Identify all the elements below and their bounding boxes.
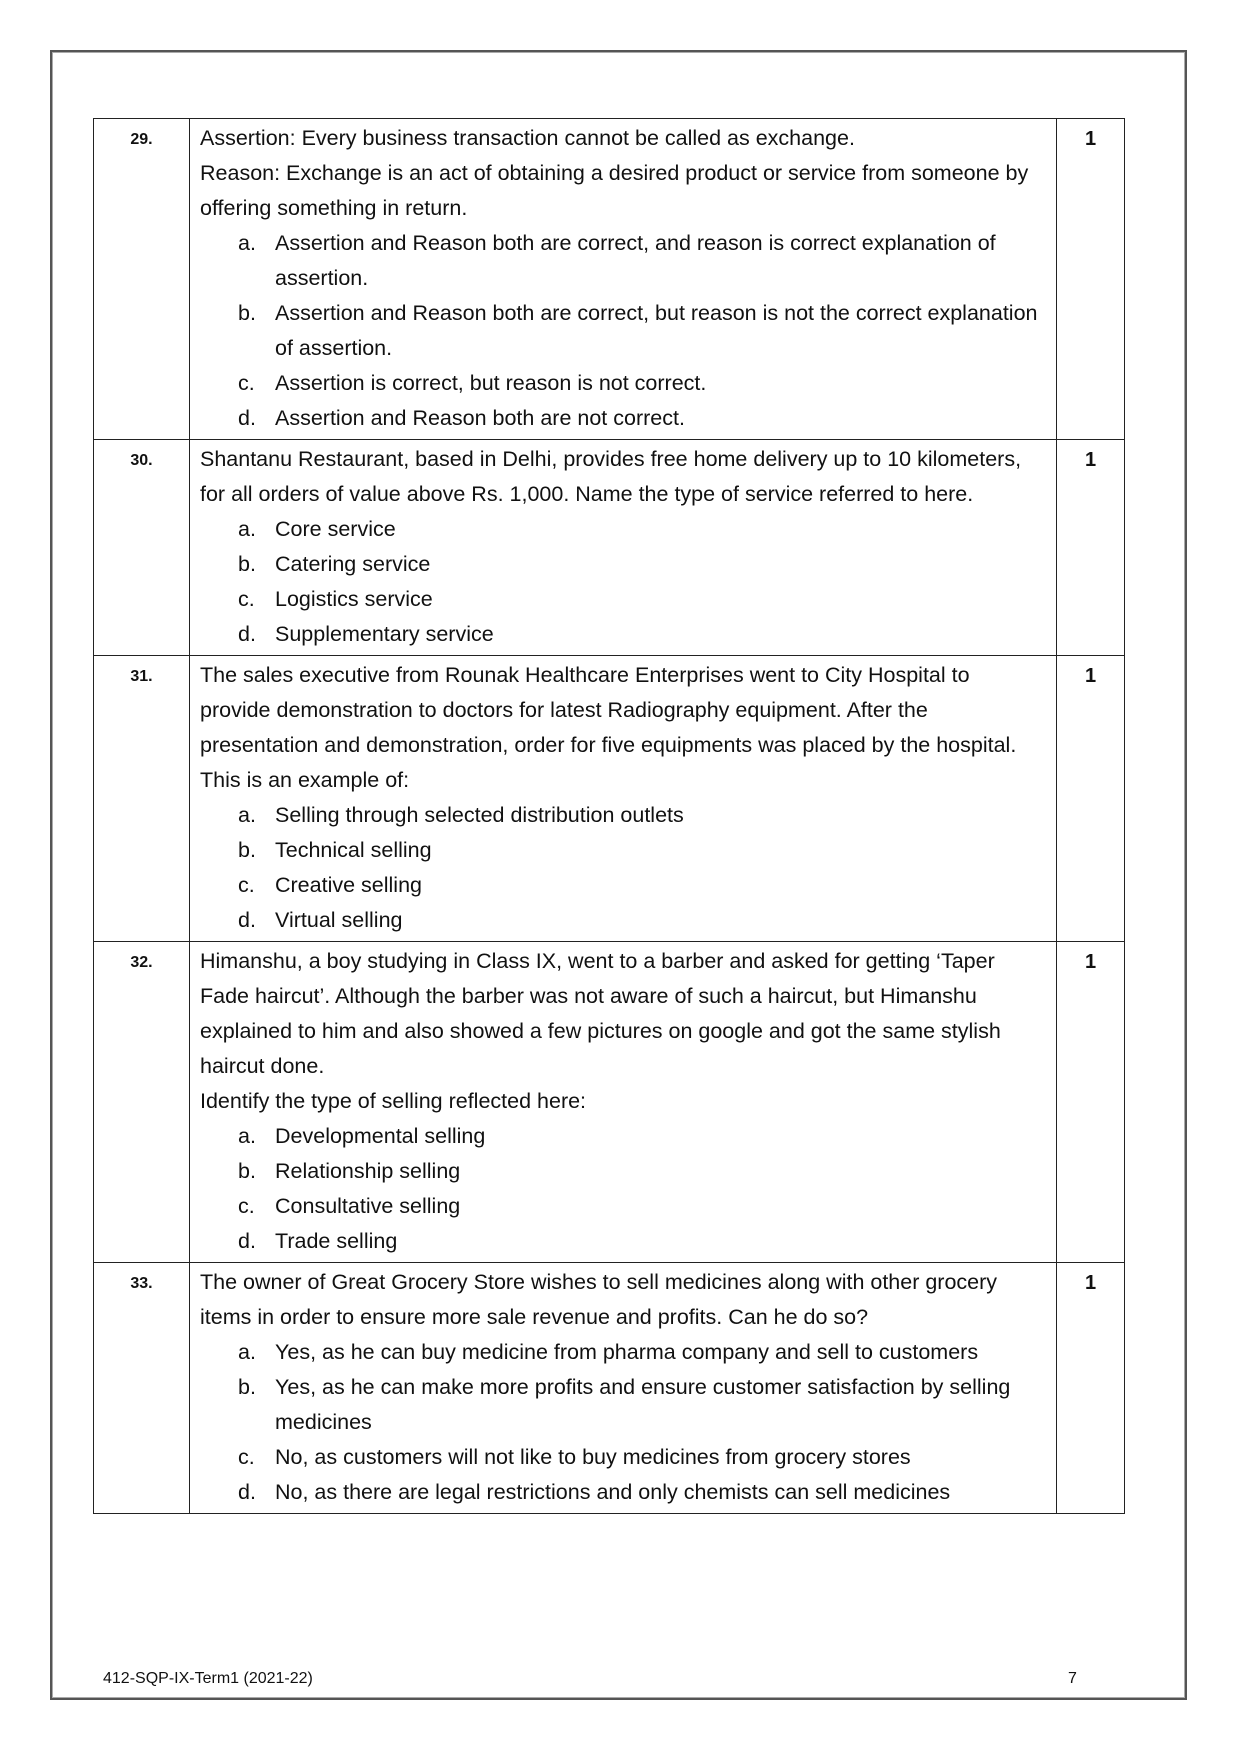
option-letter: b. <box>238 552 256 576</box>
option-text: Virtual selling <box>275 908 403 932</box>
option-letter: b. <box>238 301 256 325</box>
option-text: Assertion and Reason both are correct, and reason is correct explanation of assertion. <box>275 231 996 290</box>
options-list <box>200 1335 1046 1510</box>
options-list <box>200 798 1046 938</box>
option-text: No, as customers will not like to buy medicines from grocery stores <box>275 1445 911 1469</box>
option-text: Consultative selling <box>275 1194 461 1218</box>
option-letter: b. <box>238 838 256 862</box>
option-item <box>238 1119 1046 1154</box>
marks: 1 <box>1057 440 1125 656</box>
option-text: Yes, as he can buy medicine from pharma company and sell to customers <box>275 1340 979 1364</box>
option-item <box>238 401 1046 436</box>
option-text: Catering service <box>275 552 431 576</box>
option-letter: d. <box>238 406 256 430</box>
option-letter: d. <box>238 1229 256 1253</box>
option-item <box>238 868 1046 903</box>
option-item <box>238 366 1046 401</box>
option-letter: a. <box>238 1340 256 1364</box>
option-item <box>238 1189 1046 1224</box>
option-text: Supplementary service <box>275 622 494 646</box>
options-list <box>200 226 1046 436</box>
question-number: 30. <box>94 440 190 656</box>
question-stem <box>200 121 1046 226</box>
question-number: 31. <box>94 656 190 942</box>
option-text: Developmental selling <box>275 1124 486 1148</box>
option-text: Logistics service <box>275 587 433 611</box>
questions-table <box>93 118 1125 1514</box>
question-row <box>94 119 1125 440</box>
question-text: Identify the type of selling reflected here: <box>200 1089 587 1113</box>
question-stem <box>200 442 1046 512</box>
option-item <box>238 582 1046 617</box>
question-text: Himanshu, a boy studying in Class IX, went to a barber and asked for getting ‘Taper Fade haircut’. Although the barber was not aware of such a haircut, but Himanshu explained to him and also showed a few pictures on google and got the same stylish haircut done. <box>200 949 1001 1078</box>
option-item <box>238 1224 1046 1259</box>
marks: 1 <box>1057 1263 1125 1514</box>
option-letter: d. <box>238 622 256 646</box>
option-letter: a. <box>238 803 256 827</box>
question-body <box>190 119 1057 440</box>
footer-doc-code: 412-SQP-IX-Term1 (2021-22) <box>103 1670 313 1687</box>
option-item <box>238 1440 1046 1475</box>
option-item <box>238 617 1046 652</box>
marks: 1 <box>1057 119 1125 440</box>
option-letter: b. <box>238 1159 256 1183</box>
question-number: 29. <box>94 119 190 440</box>
question-text: The sales executive from Rounak Healthcare Enterprises went to City Hospital to provide demonstration to doctors for latest Radiography equipment. After the presentation and demonstration, order for five equipments was placed by the hospital. This is an example of: <box>200 663 1017 792</box>
option-item <box>238 1370 1046 1440</box>
question-number: 33. <box>94 1263 190 1514</box>
question-stem <box>200 658 1046 798</box>
option-letter: c. <box>238 873 255 897</box>
option-text: Creative selling <box>275 873 422 897</box>
question-stem <box>200 944 1046 1119</box>
option-item <box>238 1154 1046 1189</box>
option-item <box>238 226 1046 296</box>
option-item <box>238 512 1046 547</box>
question-row <box>94 1263 1125 1514</box>
option-letter: c. <box>238 1445 255 1469</box>
option-item <box>238 798 1046 833</box>
question-body <box>190 942 1057 1263</box>
question-stem <box>200 1265 1046 1335</box>
question-text: Shantanu Restaurant, based in Delhi, provides free home delivery up to 10 kilometers, for all orders of value above Rs. 1,000. Name the type of service referred to here. <box>200 447 1022 506</box>
option-letter: d. <box>238 1480 256 1504</box>
option-letter: a. <box>238 231 256 255</box>
option-text: Selling through selected distribution outlets <box>275 803 684 827</box>
option-text: Technical selling <box>275 838 432 862</box>
question-body <box>190 656 1057 942</box>
options-list <box>200 1119 1046 1259</box>
option-text: Assertion is correct, but reason is not correct. <box>275 371 707 395</box>
footer-page-number: 7 <box>1068 1670 1077 1687</box>
option-item <box>238 1475 1046 1510</box>
marks: 1 <box>1057 942 1125 1263</box>
option-item <box>238 1335 1046 1370</box>
option-text: Assertion and Reason both are correct, but reason is not the correct explanation of assertion. <box>275 301 1038 360</box>
option-letter: a. <box>238 517 256 541</box>
option-item <box>238 547 1046 582</box>
option-text: Assertion and Reason both are not correct. <box>275 406 685 430</box>
question-body <box>190 1263 1057 1514</box>
option-item <box>238 833 1046 868</box>
option-letter: c. <box>238 371 255 395</box>
option-letter: c. <box>238 587 255 611</box>
option-text: No, as there are legal restrictions and only chemists can sell medicines <box>275 1480 951 1504</box>
option-item <box>238 296 1046 366</box>
option-item <box>238 903 1046 938</box>
marks: 1 <box>1057 656 1125 942</box>
question-row <box>94 656 1125 942</box>
options-list <box>200 512 1046 652</box>
question-text: The owner of Great Grocery Store wishes to sell medicines along with other grocery items in order to ensure more sale revenue and profits. Can he do so? <box>200 1270 998 1329</box>
question-row <box>94 440 1125 656</box>
question-text: Assertion: Every business transaction cannot be called as exchange. <box>200 126 855 150</box>
option-letter: b. <box>238 1375 256 1399</box>
question-text: Reason: Exchange is an act of obtaining a desired product or service from someone by offering something in return. <box>200 161 1029 220</box>
question-row <box>94 942 1125 1263</box>
option-text: Yes, as he can make more profits and ensure customer satisfaction by selling medicines <box>275 1375 1011 1434</box>
question-body <box>190 440 1057 656</box>
question-number: 32. <box>94 942 190 1263</box>
option-letter: c. <box>238 1194 255 1218</box>
option-text: Core service <box>275 517 396 541</box>
option-letter: a. <box>238 1124 256 1148</box>
option-text: Relationship selling <box>275 1159 461 1183</box>
option-letter: d. <box>238 908 256 932</box>
option-text: Trade selling <box>275 1229 398 1253</box>
